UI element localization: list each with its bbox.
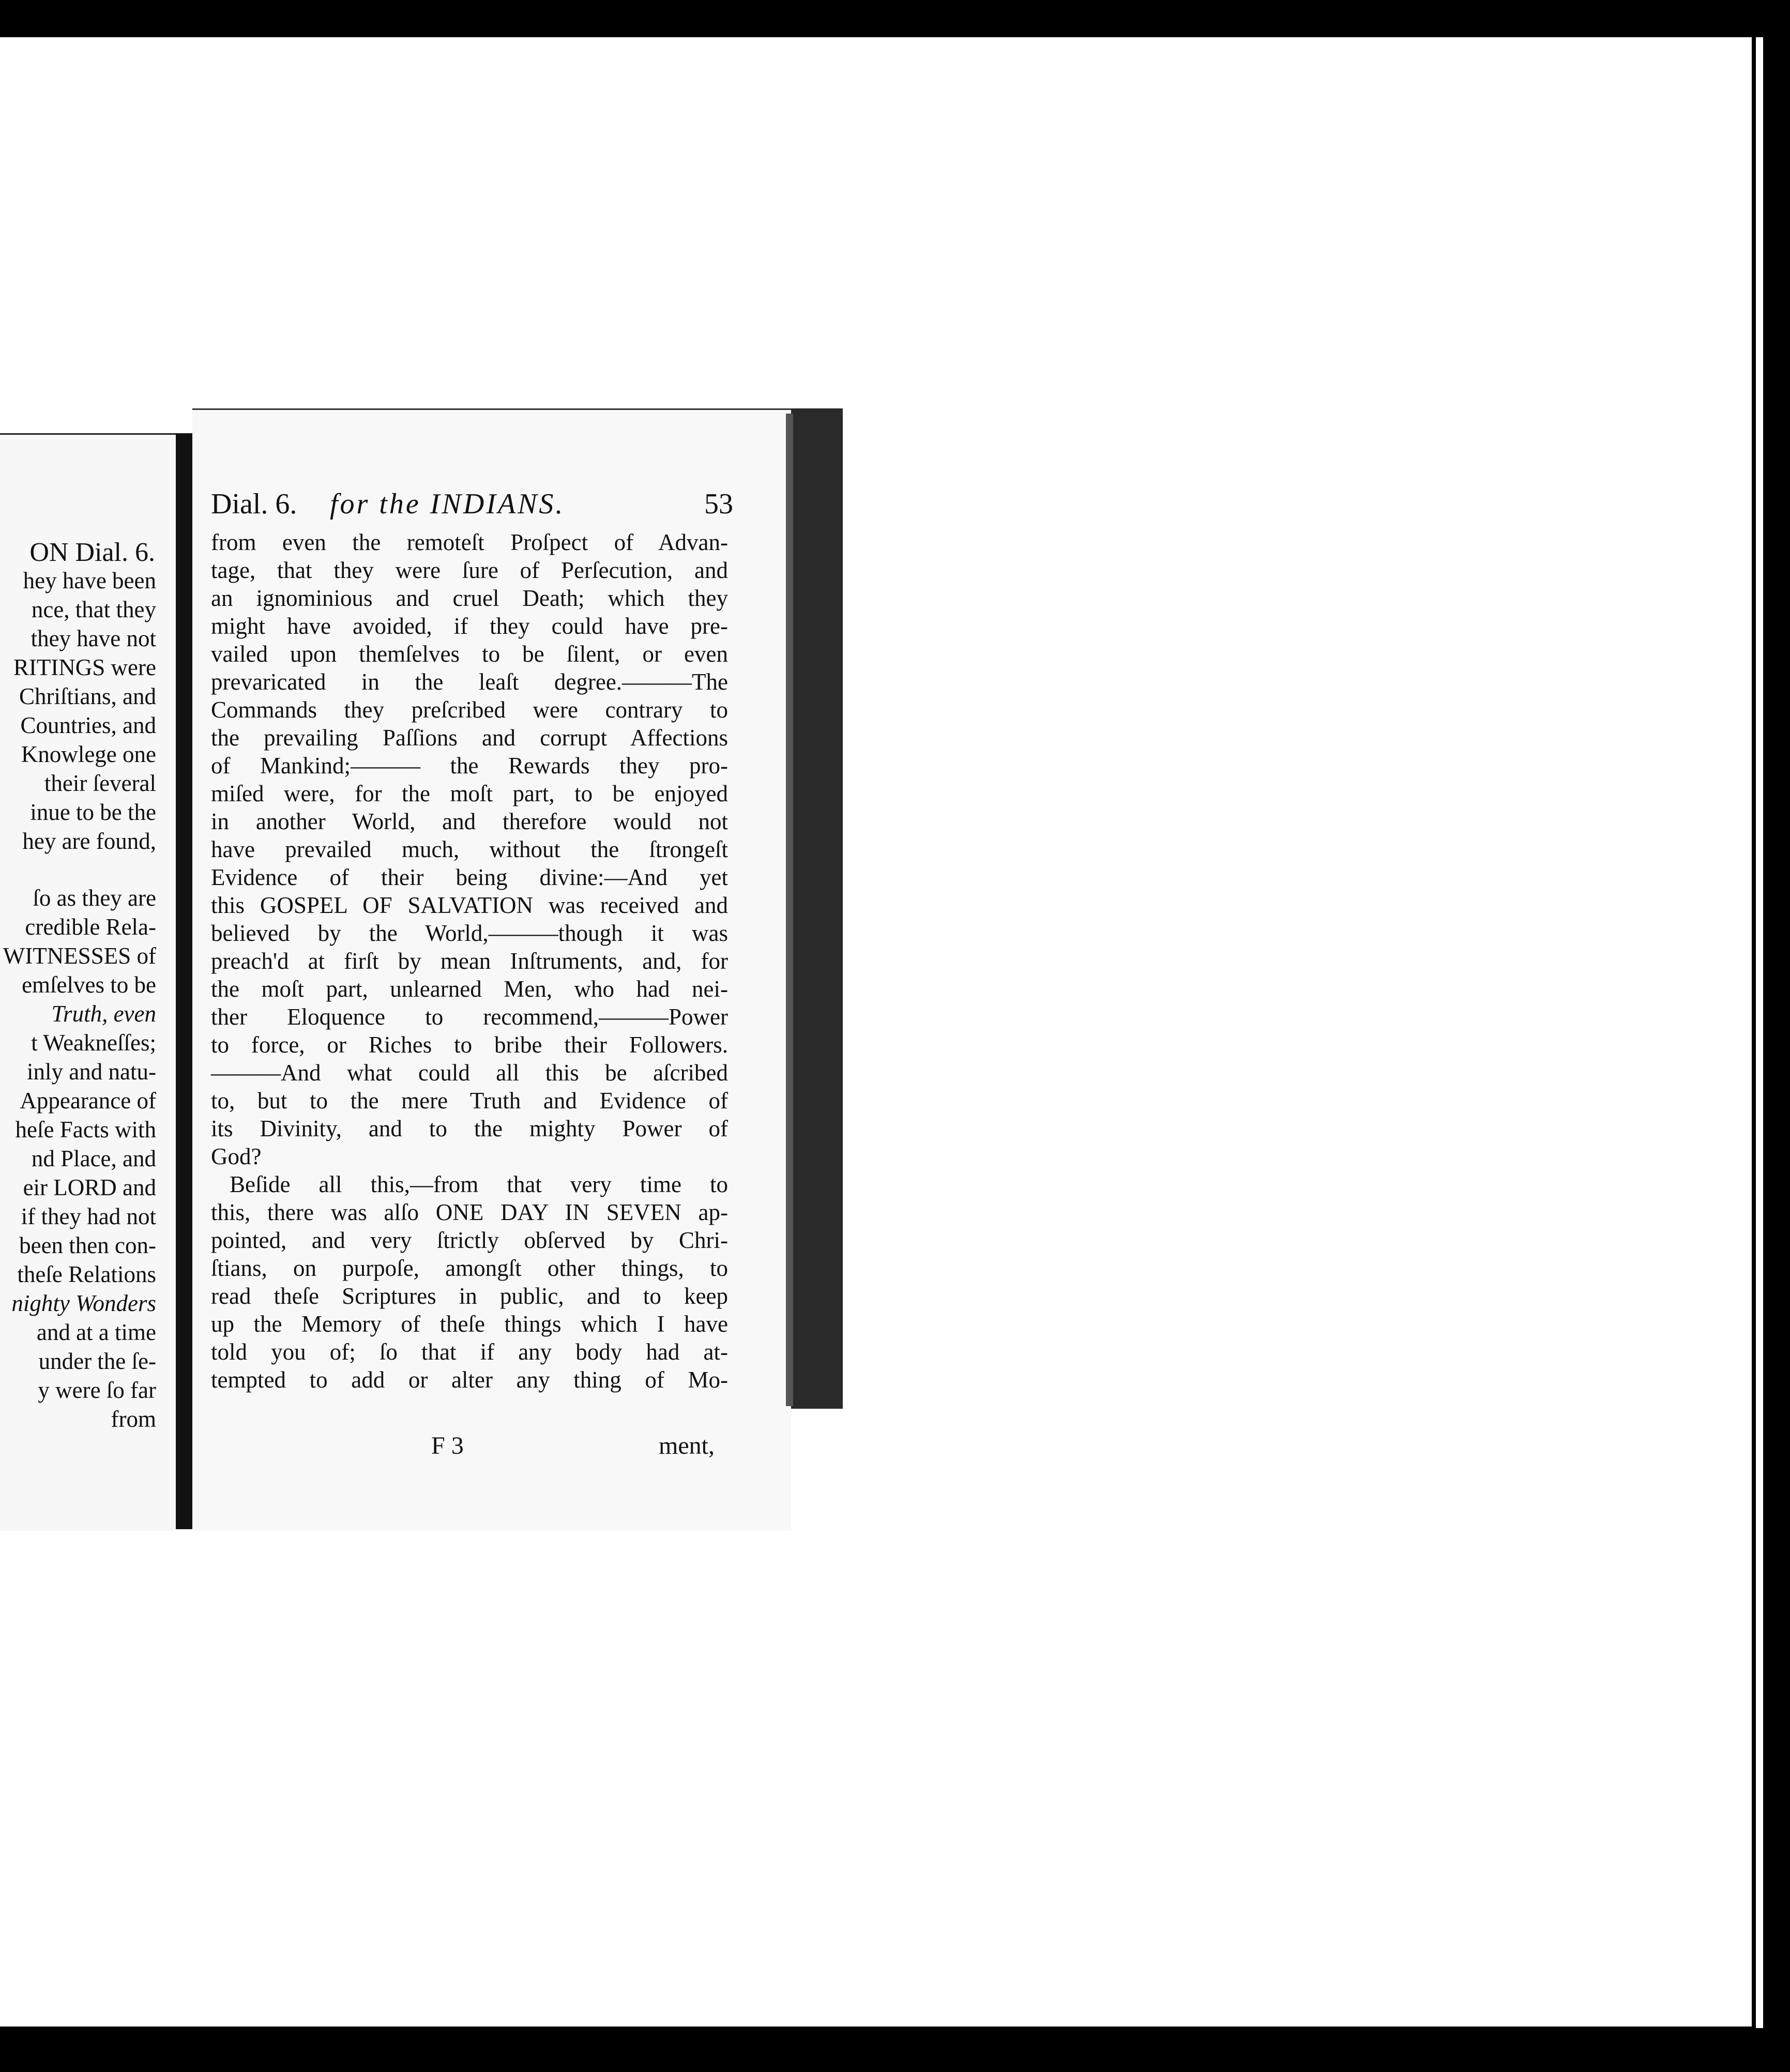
text-line: ſtians, on purpoſe, amongſt other things, to	[211, 1255, 728, 1281]
left-text-line: heſe Facts with	[15, 1117, 156, 1142]
text-line: believed by the World,———though it was	[211, 920, 728, 946]
catchword: ment,	[659, 1432, 715, 1459]
right-page	[192, 408, 791, 1531]
left-text-line: eir LORD and	[23, 1175, 156, 1200]
text-line: in another World, and therefore would not	[211, 809, 728, 834]
text-line: up the Memory of theſe things which I have	[211, 1311, 728, 1337]
dialogue-marker: Dial. 6.	[211, 488, 297, 520]
left-text-line: hey have been	[23, 568, 156, 593]
text-line: ther Eloquence to recommend,———Power	[211, 1004, 728, 1030]
left-text-line: if they had not	[21, 1203, 156, 1229]
text-line: its Divinity, and to the mighty Power of	[211, 1116, 728, 1141]
signature-mark: F 3	[431, 1432, 464, 1459]
left-text-line: inue to be the	[30, 799, 156, 825]
paragraph-start-line: Beſide all this,—from that very time to	[230, 1171, 728, 1197]
left-text-line: been then con-	[19, 1232, 156, 1258]
left-text-line: emſelves to be	[22, 972, 156, 998]
text-line: the prevailing Paſſions and corrupt Affections	[211, 725, 728, 751]
text-line: God?	[211, 1144, 262, 1169]
left-text-line: Chriſtians, and	[19, 683, 156, 709]
text-line: prevaricated in the leaſt degree.———The	[211, 669, 728, 695]
text-line: from even the remoteſt Proſpect of Advan-	[211, 529, 728, 555]
left-text-line: nd Place, and	[31, 1146, 156, 1171]
left-text-line: inly and natu-	[27, 1059, 156, 1085]
left-text-line: Appearance of	[20, 1088, 156, 1114]
text-line: to, but to the mere Truth and Evidence of	[211, 1088, 728, 1114]
left-text-line: credible Rela-	[25, 914, 156, 940]
text-line: the moſt part, unlearned Men, who had nei-	[211, 976, 728, 1002]
text-line: preach'd at firſt by mean Inſtruments, and, for	[211, 948, 728, 974]
text-line: an ignominious and cruel Death; which they	[211, 585, 728, 611]
text-line: have prevailed much, without the ſtrongeſt	[211, 836, 728, 862]
left-text-line: Countries, and	[20, 712, 156, 738]
left-text-line: under the ſe-	[38, 1348, 156, 1374]
page-block-edge-shadow	[786, 414, 793, 1406]
left-text-line: they have not	[31, 626, 156, 651]
scan-border-top	[0, 0, 1790, 37]
page-number: 53	[704, 488, 733, 520]
left-text-line: t Weakneſſes;	[31, 1030, 156, 1056]
page-block-edge	[791, 408, 843, 1409]
book-gutter	[176, 433, 192, 1529]
left-text-line: Truth, even	[51, 1001, 156, 1027]
left-catchword: from	[111, 1406, 156, 1432]
left-text-line: hey are found,	[22, 828, 156, 854]
text-line: this GOSPEL OF SALVATION was received and	[211, 892, 728, 918]
text-line: vailed upon themſelves to be ſilent, or even	[211, 641, 728, 667]
text-line: pointed, and very ſtrictly obſerved by Chri-	[211, 1227, 728, 1253]
text-line: miſed were, for the moſt part, to be enjoyed	[211, 781, 728, 806]
left-text-line: ſo as they are	[33, 885, 156, 911]
left-text-line: y were ſo far	[38, 1377, 156, 1403]
left-text-line: nce, that they	[31, 597, 156, 622]
text-line: told you of; ſo that if any body had at-	[211, 1339, 728, 1365]
left-text-line: nighty Wonders	[11, 1290, 156, 1316]
text-line: Evidence of their being divine:—And yet	[211, 864, 728, 890]
left-text-line: and at a time	[36, 1319, 156, 1345]
left-text-line: WITNESSES of	[3, 943, 156, 969]
text-line: tempted to add or alter any thing of Mo-	[211, 1367, 728, 1393]
left-text-line: RITINGS were	[13, 654, 156, 680]
text-line: to force, or Riches to bribe their Followers.	[211, 1032, 728, 1058]
text-line: read theſe Scriptures in public, and to keep	[211, 1283, 728, 1309]
text-line: Commands they preſcribed were contrary to	[211, 697, 728, 723]
scan-border-right	[1763, 0, 1790, 2072]
left-text-line: theſe Relations	[17, 1261, 156, 1287]
text-line: tage, that they were ſure of Perſecution, and	[211, 557, 728, 583]
text-line: might have avoided, if they could have pre-	[211, 613, 728, 639]
text-line: of Mankind;——— the Rewards they pro-	[211, 753, 728, 779]
scan-border-bottom	[0, 2028, 1790, 2072]
text-line: ———And what could all this be aſcribed	[211, 1060, 728, 1086]
scan-frame-line-bottom	[0, 2027, 1756, 2031]
left-page	[0, 433, 176, 1531]
left-page-running-head: ON Dial. 6.	[29, 538, 155, 567]
left-text-line: Knowlege one	[21, 741, 156, 767]
running-title: for the INDIANS.	[330, 488, 565, 520]
scan-frame-line-right	[1752, 37, 1756, 2028]
text-line: this, there was alſo ONE DAY IN SEVEN ap-	[211, 1199, 728, 1225]
left-text-line: their ſeveral	[44, 770, 156, 796]
